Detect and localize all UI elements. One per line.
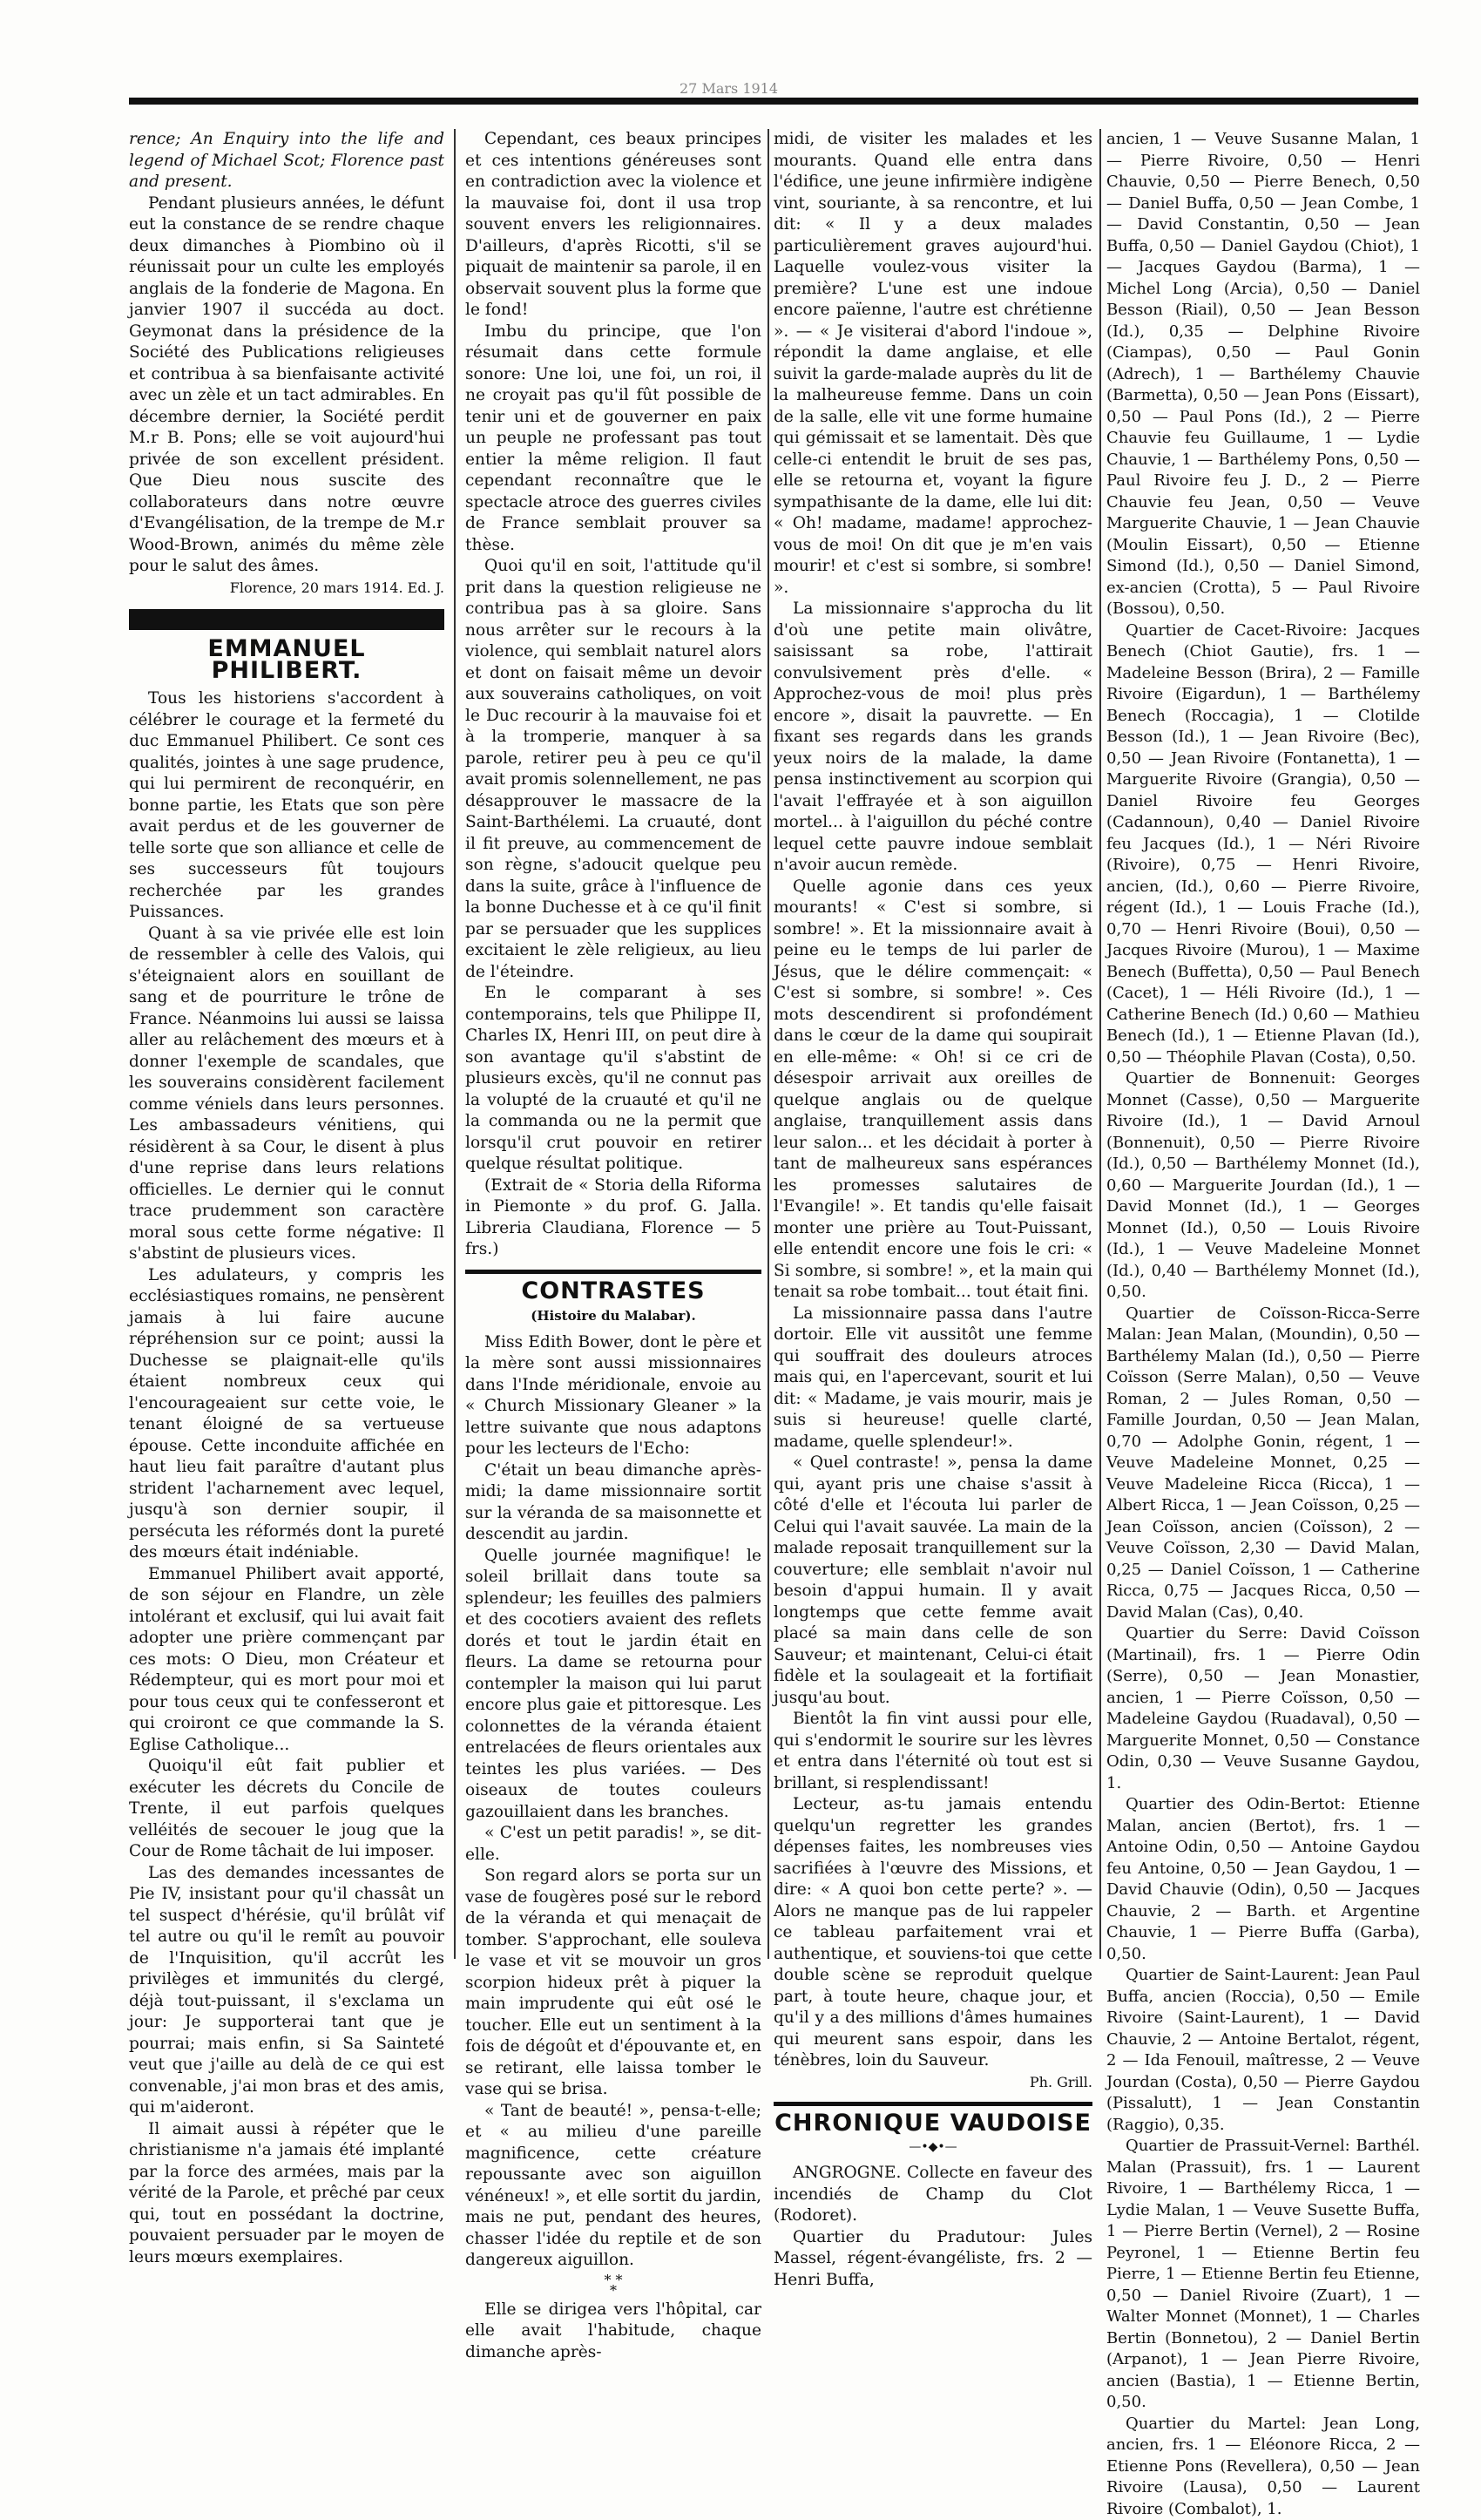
paragraph: Quartier de Bonnenuit: Georges Monnet (Casse), 0,50 — Marguerite Rivoire (Id.), 1 — David Arnoul (Bonnenuit), 0,50 — Pierre Rivoire (Id.), 0,50 — Barthélemy Monnet (Id.), 0,60 — Marguerite Jourdan (Id.), 1 — David Monnet (Id.), 1 — Georges Monnet (Id.), 0,50 — Louis Rivoire (Id.), 1 — Veuve Madeleine Monnet (Id.), 0,40 — Barthélemy Monnet (Id.), 0,50. bbox=[1106, 1068, 1420, 1304]
paragraph: Les adulateurs, y compris les ecclésiastiques romains, ne pensèrent jamais à lui faire aucune répréhension sur ce point; aussi la Duchesse se plaignait-elle qu'ils étaient nombreux ceux qui l'encourageaient sur cette voie, le tenant éloigné de sa vertueuse épouse. Cette inconduite affichée en haut lieu fait paraître d'autant plus strident l'acharnement avec lequel, jusqu'à son dernier soupir, il persécuta les réformés dont la pureté des mœurs était indéniable. bbox=[129, 1265, 444, 1564]
paragraph: Bientôt la fin vint aussi pour elle, qui s'endormit le sourire sur les lèvres et entra dans l'éternité où tout est si brillant, si resplendissant! bbox=[774, 1709, 1092, 1794]
paragraph: La missionnaire passa dans l'autre dortoir. Elle vit aussitôt une femme qui souffrait des douleurs atroces mais qui, en l'apercevant, sourit et lui dit: « Madame, je vais mourir, mais je suis si heureuse! quelle clarté, madame, quelle splendeur!». bbox=[774, 1304, 1092, 1453]
paragraph: « Quel contraste! », pensa la dame qui, ayant pris une chaise s'assit à côté d'elle et l'écouta lui parler de Celui qui l'avait sauvée. La main de la malade reposait tranquillement sur la couverture; elle semblait n'avoir nul besoin d'appui humain. Il y avait longtemps que cette femme avait placé sa main dans celle de son Sauveur; et maintenant, Celui-ci était fidèle et la soulageait et la fortifiait jusqu'au bout. bbox=[774, 1453, 1092, 1709]
paragraph: La missionnaire s'approcha du lit d'où une petite main olivâtre, saisissant sa robe, l'attirait convulsivement près d'elle. « Approchez-vous de moi! plus près encore », disait la pauvrette. — En fixant ses regards dans les grands yeux noirs de la malade, la dame pensa instinctivement au scorpion qui l'avait l'effrayée et à son aiguillon mortel... à l'aiguillon du péché contre lequel cette pauvre indoue semblait n'avoir aucun remède. bbox=[774, 599, 1092, 877]
section-divider bbox=[129, 609, 444, 630]
paragraph: Tous les historiens s'accordent à célébrer le courage et la fermeté du duc Emmanuel Philibert. Ce sont ces qualités, jointes à une sage prudence, qui lui permirent de reconquérir, en bonne partie, les Etats que son père avait perdus et de les gouverner de telle sorte que son alliance et celle de ses successeurs fût toujours recherchée par les grandes Puissances. bbox=[129, 688, 444, 924]
top-rule bbox=[129, 98, 1418, 105]
column-4 bbox=[1106, 129, 1420, 2520]
signature: Florence, 20 mars 1914. Ed. J. bbox=[129, 578, 444, 600]
paragraph: « Tant de beauté! », pensa-t-elle; et « au milieu d'une pareille magnificence, cette créature repoussante avec son aiguillon vénéneux! », et elle sortit du jardin, mais ne put, pendant des heures, chasser l'idée du reptile et de son dangereux aiguillon. bbox=[465, 2101, 761, 2272]
section-divider bbox=[774, 2102, 1092, 2106]
paragraph: Cependant, ces beaux principes et ces intentions généreuses sont en contradiction avec la violence et la mauvaise foi, dont il usa trop souvent envers les religionnaires. D'ailleurs, d'après Ricotti, s'il se piquait de maintenir sa parole, il en observait souvent plus la forme que le fond! bbox=[465, 129, 761, 322]
paragraph: Pendant plusieurs années, le défunt eut la constance de se rendre chaque deux dimanches à Piombino où il réunissait pour un culte les employés anglais de la fonderie de Magona. En janvier 1907 il succéda au doct. Geymonat dans la présidence de la Société des Publications religieuses et contribua à sa bienfaisante activité avec un zèle et un tact admirables. En décembre dernier, la Société perdit M.r B. Pons; elle se voit aujourd'hui privée de son excellent président. Que Dieu nous suscite des collaborateurs dans notre œuvre d'Evangélisation, de la trempe de M.r Wood-Brown, animés du même zèle pour le salut des âmes. bbox=[129, 193, 444, 578]
paragraph: midi, de visiter les malades et les mourants. Quand elle entra dans l'édifice, une jeune infirmière indigène vint, souriante, à sa rencontre, et lui dit: « Il y a deux malades particulièrement graves aujourd'hui. Laquelle voulez-vous visiter la première? L'une est une indoue encore païenne, l'autre est chrétienne ». — « Je visiterai d'abord l'indoue », répondit la dame anglaise, et elle suivit la garde-malade auprès du lit de la malheureuse femme. Dans un coin de la salle, elle vit une forme humaine qui gémissait et se lamentait. Dès que celle-ci entendit le bruit de ses pas, elle se retourna et, voyant la figure sympathisante de la dame, elle lui dit: « Oh! madame, madame! approchez-vous de moi! On dit que je m'en vais mourir! et c'est si sombre, si sombre! ». bbox=[774, 129, 1092, 599]
paragraph: rence; An Enquiry into the life and legend of Michael Scot; Florence past and present. bbox=[129, 129, 444, 193]
paragraph: ANGROGNE. Collecte en faveur des incendiés de Champ du Clot (Rodoret). bbox=[774, 2163, 1092, 2227]
paragraph: Miss Edith Bower, dont le père et la mère sont aussi missionnaires dans l'Inde méridionale, envoie au « Church Missionary Gleaner » la lettre suivante que nous adaptons pour les lecteurs de l'Echo: bbox=[465, 1332, 761, 1460]
column-divider-1 bbox=[454, 129, 456, 1959]
section-divider bbox=[465, 1270, 761, 1274]
paragraph: Emmanuel Philibert avait apporté, de son séjour en Flandre, un zèle intolérant et exclusif, qui lui avait fait adopter une prière commençant par ces mots: O Dieu, mon Créateur et Rédempteur, qui es mort pour moi et pour tous ceux qui te confesseront et qui croiront ce que commande la S. Eglise Catholique... bbox=[129, 1564, 444, 1757]
paragraph: Quoi qu'il en soit, l'attitude qu'il prit dans la question religieuse ne contribua pas à sa gloire. Sans nous arrêter sur le recours à la violence, qui semblait naturel alors et dont on faisait même un devoir aux souverains catholiques, on voit le Duc recourir à la mauvaise foi et à la tromperie, manquer à sa parole, retirer peu à peu ce qu'il avait promis solennellement, ne pas désapprouver le massacre de la Saint-Barthélemi. La cruauté, dont il fit preuve, au commencement de son règne, s'adoucit quelque peu dans la suite, grâce à l'influence de la bonne Duchesse et à ce qu'il finit par se persuader que les supplices excitaient le zèle religieux, au lieu de l'éteindre. bbox=[465, 556, 761, 983]
paragraph: Quelle agonie dans ces yeux mourants! « C'est si sombre, si sombre! ». Et la missionnaire avait à peine eu le temps de lui parler de Jésus, que le délire commençait: « C'est si sombre, si sombre! ». Ces mots descendirent si profondément dans le cœur de la dame qui soupirait en elle-même: « Oh! si ce cri de désespoir arrivait aux oreilles de quelque anglais ou de quelque anglaise, tranquillement assis dans leur salon... et les décidait à porter à tant de malheureux sans espérances les promesses salutaires de l'Evangile! ». Et tandis qu'elle faisait monter une prière au Tout-Puissant, elle entendit encore une fois le cri: « Si sombre, si sombre! », et la main qui tenait sa robe tombait... tout était fini. bbox=[774, 877, 1092, 1304]
paragraph: Il aimait aussi à répéter que le christianisme n'a jamais été implanté par la force des armées, mais par la vérité de la Parole, et prêché par ceux qui, tout en possédant la doctrine, pouvaient persuader par le moyen de leurs mœurs exemplaires. bbox=[129, 2119, 444, 2269]
paragraph: Quartier de Prassuit-Vernel: Barthél. Malan (Prassuit), frs. 1 — Laurent Rivoire, 1 — Barthélemy Ricca, 1 — Lydie Malan, 1 — Veuve Susette Buffa, 1 — Pierre Bertin (Vernel), 2 — Rosine Peyronel, 1 — Etienne Bertin feu Pierre, 1 — Etienne Bertin feu Etienne, 0,50 — Daniel Rivoire (Zuart), 1 — Walter Monnet (Monnet), 1 — Charles Bertin (Bonnetou), 2 — Daniel Bertin (Arpanot), 1 — Jean Pierre Rivoire, ancien (Bastia), 1 — Etienne Bertin, 0,50. bbox=[1106, 2136, 1420, 2414]
paragraph: Quartier du Pradutour: Jules Massel, régent-évangéliste, frs. 2 — Henri Buffa, bbox=[774, 2227, 1092, 2292]
column-2 bbox=[465, 129, 761, 2363]
section-title: CONTRASTES bbox=[465, 1281, 761, 1303]
section-title: EMMANUEL PHILIBERT. bbox=[129, 639, 444, 681]
paragraph: Elle se dirigea vers l'hôpital, car elle avait l'habitude, chaque dimanche après- bbox=[465, 2300, 761, 2364]
paragraph: Quartier des Odin-Bertot: Etienne Malan, ancien (Bertot), frs. 1 — Antoine Odin, 0,50 — Antoine Gaydou feu Antoine, 0,50 — Jean Gaydou, 1 — David Chauvie (Odin), 0,50 — Jacques Chauvie, 2 — Barth. et Argentine Chauvie, 1 — Pierre Buffa (Garba), 0,50. bbox=[1106, 1794, 1420, 1965]
paragraph: Son regard alors se porta sur un vase de fougères posé sur le rebord de la véranda et qui menaçait de tomber. S'approchant, elle souleva le vase et vit se mouvoir un gros scorpion hideux prêt à piquer la main imprudente qui eût osé le toucher. Elle eut un sentiment à la fois de dégoût et d'épouvante et, en se retirant, elle laissa tomber le vase qui se brisa. bbox=[465, 1866, 761, 2101]
paragraph: Imbu du principe, que l'on résumait dans cette formule sonore: Une loi, une foi, un roi, il ne croyait pas qu'il fût possible de tenir uni et de gouverner en paix un peuple ne professant pas tout entier la même religion. Il faut cependant reconnaître que le spectacle atroce des guerres civiles de France semblait prouver sa thèse. bbox=[465, 322, 761, 557]
column-divider-3 bbox=[1099, 129, 1101, 1959]
section-subtitle: (Histoire du Malabar). bbox=[465, 1305, 761, 1327]
paragraph: ancien, 1 — Veuve Susanne Malan, 1 — Pierre Rivoire, 0,50 — Henri Chauvie, 0,50 — Pierre Benech, 0,50 — Daniel Buffa, 0,50 — Jean Combe, 1 — David Constantin, 0,50 — Jean Buffa, 0,50 — Daniel Gaydou (Chiot), 1 — Jacques Gaydou (Barma), 1 — Michel Long (Arcia), 0,50 — Daniel Besson (Riail), 0,50 — Jean Besson (Id.), 0,35 — Delphine Rivoire (Ciampas), 0,50 — Paul Gonin (Adrech), 1 — Barthélemy Chauvie (Barmetta), 0,50 — Jean Pons (Eissart), 0,50 — Paul Pons (Id.), 2 — Pierre Chauvie feu Guillaume, 1 — Lydie Chauvie, 1 — Barthélemy Pons, 0,50 — Paul Rivoire feu J. D., 2 — Pierre Chauvie feu Jean, 0,50 — Veuve Marguerite Chauvie, 1 — Jean Chauvie (Moulin Eissart), 0,50 — Etienne Simond (Id.), 0,50 — Daniel Simond, ex-ancien (Crotta), 5 — Paul Rivoire (Bossou), 0,50. bbox=[1106, 129, 1420, 620]
paragraph: Lecteur, as-tu jamais entendu quelqu'un regretter les grandes dépenses faites, les nombreuses vies sacrifiées à l'œuvre des Missions, et dire: « A quoi bon cette perte? ». — Alors ne manque pas de lui rappeler ce tableau parfaitement vrai et authentique, et souviens-toi que cette double scène se reproduit quelque part, à toute heure, chaque jour, et qu'il y a des millions d'âmes humaines qui meurent sans espoir, dans les ténèbres, loin du Sauveur. bbox=[774, 1794, 1092, 2072]
column-divider-2 bbox=[768, 129, 769, 1959]
paragraph: Las des demandes incessantes de Pie IV, insistant pour qu'il chassât un tel suspect d'hérésie, qu'il brûlât vif tel autre ou qu'il le remît au pouvoir de l'Inquisition, qu'il accrût les privilèges et immunités du clergé, déjà tout-puissant, il s'exclama un jour: Je supporterai tant que je pourrai; mais enfin, si Sa Sainteté veut que j'aille au delà de ce qui est convenable, j'ai mon bras et des amis, qui m'aideront. bbox=[129, 1863, 444, 2119]
column-1 bbox=[129, 129, 444, 2268]
paragraph: C'était un beau dimanche après-midi; la dame missionnaire sortit sur la véranda de sa maisonnette et descendit au jardin. bbox=[465, 1460, 761, 1546]
paragraph: Quant à sa vie privée elle est loin de ressembler à celle des Valois, qui s'éteignaient alors en souillant de sang et de pourriture le trône de France. Néanmoins lui aussi se laissa aller au relâchement des mœurs et à donner l'exemple de scandales, que les souverains considèrent facilement comme véniels dans leurs personnes. Les ambassadeurs vénitiens, qui résidèrent à sa Cour, le disent à plus d'une reprise dans leurs relations officielles. Le dernier qui le connut trace prudemment son caractère moral sous cette forme négative: Il s'abstint de plusieurs vices. bbox=[129, 924, 444, 1265]
paragraph: Quelle journée magnifique! le soleil brillait dans toute sa splendeur; les feuilles des palmiers et des cocotiers avaient des reflets dorés et tout le jardin était en fleurs. La dame se retourna pour contempler la maison qui lui parut encore plus gaie et pittoresque. Les colonnettes de la véranda étaient entrelacées de fleurs orientales aux teintes les plus variées. — Des oiseaux de toutes couleurs gazouillaient dans les branches. bbox=[465, 1546, 761, 1824]
signature: Ph. Grill. bbox=[774, 2072, 1092, 2094]
paragraph: « C'est un petit paradis! », se dit-elle. bbox=[465, 1823, 761, 1866]
paragraph: Quartier de Coïsson-Ricca-Serre Malan: Jean Malan, (Moundin), 0,50 — Barthélemy Malan (Id.), 0,50 — Pierre Coïsson (Serre Malan), 0,50 — Veuve Roman, 2 — Jules Roman, 0,50 — Famille Jourdan, 0,50 — Jean Malan, 0,70 — Adolphe Gonin, régent, 1 — Veuve Madeleine Monnet, 0,25 — Veuve Madeleine Ricca (Ricca), 1 — Albert Ricca, 1 — Jean Coïsson, 0,25 — Jean Coïsson, ancien (Coïsson), 2 — Veuve Coïsson, 2,30 — David Malan, 0,25 — Daniel Coïsson, 1 — Catherine Ricca, 0,75 — Jacques Ricca, 0,50 — David Malan (Cas), 0,40. bbox=[1106, 1304, 1420, 1624]
section-title: CHRONIQUE VAUDOISE bbox=[774, 2113, 1092, 2135]
paragraph: Quartier du Martel: Jean Long, ancien, frs. 1 — Eléonore Ricca, 2 — Etienne Pons (Revellera), 0,50 — Jean Rivoire (Lausa), 0,50 — Laurent Rivoire (Combalot), 1. bbox=[1106, 2414, 1420, 2520]
asterism: * * * bbox=[465, 2275, 761, 2296]
paragraph: Quartier du Serre: David Coïsson (Martinail), frs. 1 — Pierre Odin (Serre), 0,50 — Jean Monastier, ancien, 1 — Pierre Coïsson, 0,50 — Madeleine Gaydou (Ruadaval), 0,50 — Marguerite Monnet, 0,50 — Constance Odin, 0,30 — Veuve Susanne Gaydou, 1. bbox=[1106, 1623, 1420, 1794]
paragraph: Quoiqu'il eût fait publier et exécuter les décrets du Concile de Trente, il eut parfois quelques velléités de secouer le joug que la Cour de Rome tâchait de lui imposer. bbox=[129, 1756, 444, 1863]
ornament: —•◆•— bbox=[774, 2137, 1092, 2158]
paragraph: (Extrait de « Storia della Riforma in Piemonte » du prof. G. Jalla. Libreria Claudiana, Florence — 5 frs.) bbox=[465, 1175, 761, 1261]
column-3 bbox=[774, 129, 1092, 2291]
paragraph: Quartier de Cacet-Rivoire: Jacques Benech (Chiot Gautie), frs. 1 — Madeleine Besson (Brira), 2 — Famille Rivoire (Eigardun), 1 — Barthélemy Benech (Roccagia), 1 — Clotilde Besson (Id.), 1 — Jean Rivoire (Bec), 0,50 — Jean Rivoire (Fontanetta), 1 — Marguerite Rivoire (Grangia), 0,50 — Daniel Rivoire feu Georges (Cadannoun), 0,40 — Daniel Rivoire feu Jacques (Id.), 1 — Néri Rivoire (Rivoire), 0,75 — Henri Rivoire, ancien, (Id.), 0,60 — Pierre Rivoire, régent (Id.), 1 — Louis Frache (Id.), 0,70 — Henri Rivoire (Boui), 0,50 — Jacques Rivoire (Murou), 1 — Maxime Benech (Buffetta), 0,50 — Paul Benech (Cacet), 1 — Héli Rivoire (Id.), 1 — Catherine Benech (Id.) 0,60 — Mathieu Benech (Id.), 1 — Etienne Plavan (Id.), 0,50 — Théophile Plavan (Costa), 0,50. bbox=[1106, 620, 1420, 1069]
header-date: 27 Mars 1914 bbox=[680, 80, 778, 97]
paragraph: En le comparant à ses contemporains, tels que Philippe II, Charles IX, Henri III, on peut dire à son avantage qu'il s'abstint de plusieurs excès, qu'il ne connut pas la volupté de la cruauté et qu'il ne la commanda ou ne la permit que lorsqu'il crut pouvoir en retirer quelque résultat politique. bbox=[465, 983, 761, 1175]
paragraph: Quartier de Saint-Laurent: Jean Paul Buffa, ancien (Roccia), 0,50 — Emile Rivoire (Saint-Laurent), 1 — David Chauvie, 2 — Antoine Bertalot, régent, 2 — Ida Fenouil, maîtresse, 2 — Veuve Jourdan (Costa), 0,50 — Pierre Gaydou (Pissalutt), 1 — Jean Constantin (Raggio), 0,35. bbox=[1106, 1965, 1420, 2136]
